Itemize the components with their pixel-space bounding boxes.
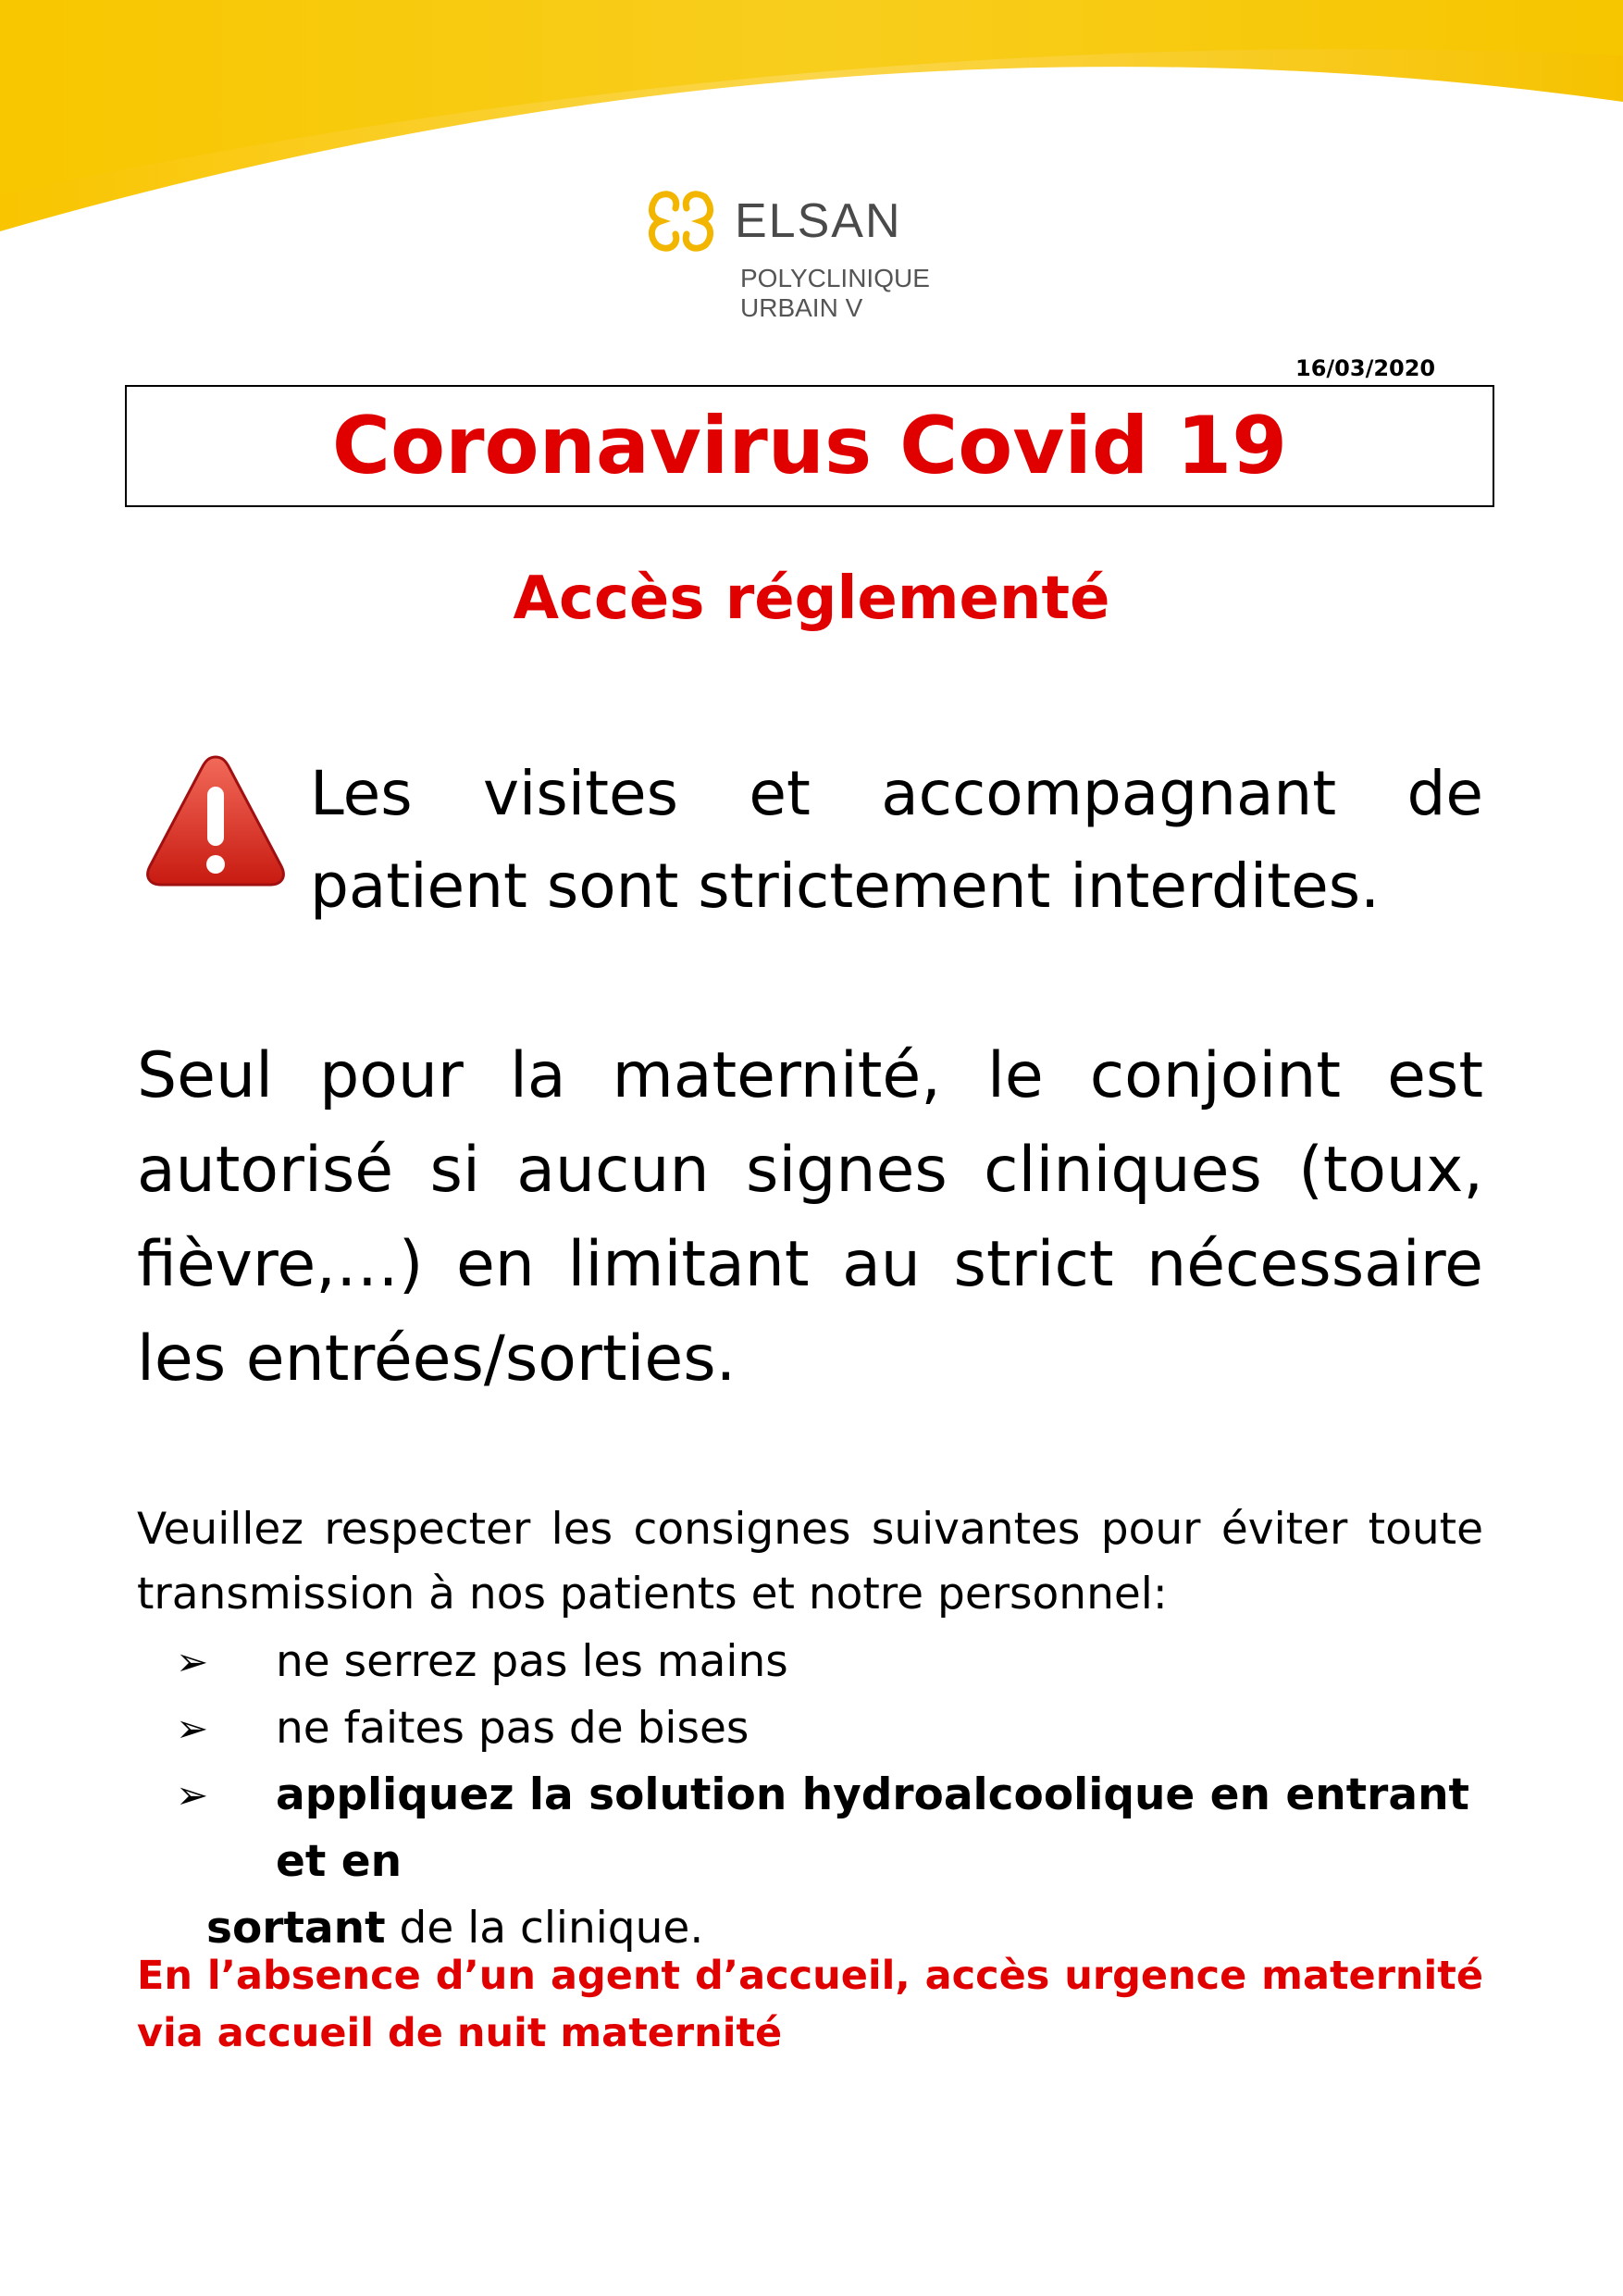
list-item xyxy=(137,1629,1483,1695)
instructions-list xyxy=(137,1629,1483,1962)
page-subtitle: Accès réglementé xyxy=(513,565,1110,633)
warning-message: Les visites et accompagnant de patient sont strictement interdites. xyxy=(310,758,1483,922)
brand-sub-line2: URBAIN V xyxy=(740,293,863,322)
list-item xyxy=(137,1762,1483,1962)
list-item-bold-text: appliquez la solution hydroalcoolique en entrant et en xyxy=(276,1769,1469,1887)
instructions-intro: Veuillez respecter les consignes suivantes pour éviter toute transmission à nos patients et notre personnel: xyxy=(137,1504,1483,1620)
document-date: 16/03/2020 xyxy=(1295,355,1436,381)
footer-note: En l’absence d’un agent d’accueil, accès urgence maternité via accueil de nuit maternité xyxy=(137,1953,1483,2056)
brand-name: ELSAN xyxy=(735,194,902,248)
list-item xyxy=(137,1695,1483,1762)
arrow-bullet-icon: ➢ xyxy=(176,1772,209,1818)
list-item-text: ne faites pas de bises xyxy=(276,1703,750,1754)
list-item-continuation: sortant de la clinique. xyxy=(206,1903,704,1954)
brand-subtitle xyxy=(740,264,930,323)
elsan-logo-icon xyxy=(648,190,714,253)
arrow-bullet-icon: ➢ xyxy=(176,1639,209,1684)
page-title: Coronavirus Covid 19 xyxy=(331,400,1288,492)
arrow-bullet-icon: ➢ xyxy=(176,1706,209,1751)
list-item-text: ne serrez pas les mains xyxy=(276,1636,788,1687)
maternity-paragraph: Seul pour la maternité, le conjoint est autorisé si aucun signes cliniques (toux, fièvre,…) en limitant au strict nécessaire les entrées/sorties. xyxy=(137,1039,1483,1396)
warning-triangle-icon xyxy=(141,750,291,890)
elsan-logo xyxy=(648,190,981,338)
brand-sub-line1: POLYCLINIQUE xyxy=(740,264,930,292)
title-box xyxy=(125,385,1494,507)
